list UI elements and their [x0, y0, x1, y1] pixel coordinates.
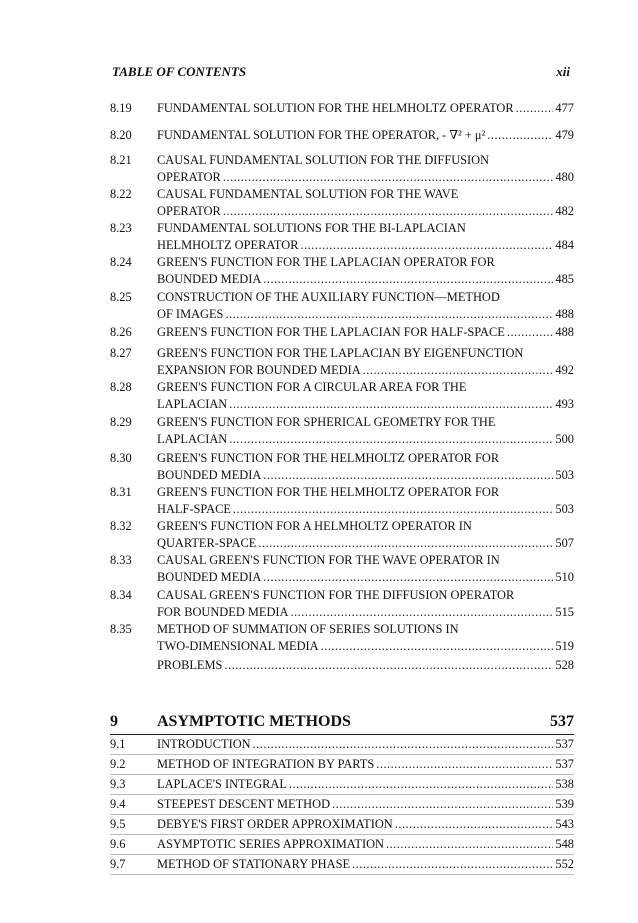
- section-number: 9.2: [110, 757, 126, 771]
- section-title: CAUSAL GREEN'S FUNCTION FOR THE DIFFUSION OPERATOR: [157, 588, 515, 602]
- section-number: 8.22: [110, 187, 132, 201]
- page-number: 515: [555, 604, 574, 619]
- entry-line: [157, 484, 574, 501]
- page-number: 480: [555, 169, 574, 184]
- entry-line: [157, 657, 574, 674]
- row-separator: [110, 814, 574, 815]
- section-title: CAUSAL FUNDAMENTAL SOLUTION FOR THE DIFFUSION: [157, 153, 490, 167]
- section-title: GREEN'S FUNCTION FOR THE LAPLACIAN OPERATOR FOR: [157, 255, 495, 269]
- section-entry-body: [157, 756, 574, 773]
- section-number: 8.33: [110, 553, 132, 567]
- row-separator: [110, 754, 574, 755]
- entry-line: [157, 254, 574, 271]
- section-title: FOR BOUNDED MEDIA: [157, 604, 289, 619]
- section-title: CONSTRUCTION OF THE AUXILIARY FUNCTION—METHOD: [157, 290, 500, 304]
- section-number: 9.1: [110, 737, 126, 751]
- section-entry-body: [157, 657, 574, 674]
- section-title: LAPLACE'S INTEGRAL: [157, 777, 287, 791]
- page-number: 479: [555, 128, 574, 142]
- entry-line: [157, 289, 574, 306]
- section-title: GREEN'S FUNCTION FOR A CIRCULAR AREA FOR THE: [157, 380, 467, 394]
- page-number: 488: [555, 325, 574, 339]
- section-title: EXPANSION FOR BOUNDED MEDIA: [157, 362, 361, 377]
- entry-line: [157, 467, 574, 484]
- entry-line: [157, 501, 574, 518]
- section-title: STEEPEST DESCENT METHOD: [157, 797, 331, 811]
- section-entry-body: [157, 186, 574, 219]
- dot-leader: [253, 736, 554, 753]
- dot-leader: [229, 431, 553, 448]
- section-title: FUNDAMENTAL SOLUTION FOR THE HELMHOLTZ OPERATOR: [157, 101, 514, 115]
- page-number: 510: [555, 569, 574, 584]
- page-number: 548: [555, 837, 574, 851]
- section-title: GREEN'S FUNCTION FOR A HELMHOLTZ OPERATOR IN: [157, 519, 472, 533]
- entry-line: [157, 220, 574, 237]
- entry-line: [157, 836, 574, 853]
- section-title: DEBYE'S FIRST ORDER APPROXIMATION: [157, 817, 393, 831]
- section-entry-body: [157, 379, 574, 412]
- entry-line: [157, 414, 574, 431]
- section-title: HALF-SPACE: [157, 501, 231, 516]
- entry-line: [157, 776, 574, 793]
- row-separator: [110, 874, 574, 875]
- section-number: 8.25: [110, 290, 132, 304]
- section-entry-body: [157, 836, 574, 853]
- section-title: FUNDAMENTAL SOLUTION FOR THE OPERATOR, - ∇² + μ²: [157, 128, 486, 142]
- section-number: 8.24: [110, 255, 132, 269]
- row-separator: [110, 794, 574, 795]
- dot-leader: [352, 856, 553, 873]
- section-title: TWO-DIMENSIONAL MEDIA: [157, 638, 319, 653]
- page-number: 493: [555, 396, 574, 411]
- chapter-page: 537: [550, 713, 574, 730]
- section-number: 9.6: [110, 837, 126, 851]
- entry-line: [157, 362, 574, 379]
- running-header: [112, 64, 570, 84]
- section-entry-body: [157, 127, 574, 144]
- section-entry-body: [157, 450, 574, 483]
- section-entry-body: [157, 796, 574, 813]
- section-title: GREEN'S FUNCTION FOR SPHERICAL GEOMETRY FOR THE: [157, 415, 496, 429]
- section-title: ASYMPTOTIC SERIES APPROXIMATION: [157, 837, 384, 851]
- row-separator: [110, 854, 574, 855]
- section-entry-body: [157, 856, 574, 873]
- section-number: 8.35: [110, 622, 132, 636]
- dot-leader: [386, 836, 553, 853]
- section-title: BOUNDED MEDIA: [157, 569, 262, 584]
- section-number: 8.19: [110, 101, 132, 115]
- page-number: 538: [555, 777, 574, 791]
- dot-leader: [263, 569, 553, 586]
- section-entry-body: [157, 152, 574, 185]
- dot-leader: [376, 756, 553, 773]
- section-number: 8.27: [110, 346, 132, 360]
- entry-line: [157, 396, 574, 413]
- dot-leader: [229, 396, 553, 413]
- section-title: GREEN'S FUNCTION FOR THE HELMHOLTZ OPERATOR FOR: [157, 485, 500, 499]
- page-number: 528: [555, 658, 574, 672]
- dot-leader: [258, 535, 553, 552]
- dot-leader: [233, 501, 553, 518]
- entry-line: [157, 604, 574, 621]
- dot-leader: [290, 604, 553, 621]
- dot-leader: [321, 638, 554, 655]
- chapter-rule: [110, 734, 574, 735]
- section-title: BOUNDED MEDIA: [157, 271, 262, 286]
- section-number: 9.5: [110, 817, 126, 831]
- entry-line: [157, 152, 574, 169]
- entry-line: [157, 535, 574, 552]
- page-number: 519: [555, 638, 574, 653]
- entry-line: [157, 569, 574, 586]
- dot-leader: [516, 100, 554, 117]
- section-entry-body: [157, 324, 574, 341]
- dot-leader: [263, 271, 553, 288]
- section-title: FUNDAMENTAL SOLUTIONS FOR THE BI-LAPLACIAN: [157, 221, 466, 235]
- section-number: 8.29: [110, 415, 132, 429]
- section-entry-body: [157, 100, 574, 117]
- section-title: OPERATOR: [157, 169, 221, 184]
- section-entry-body: [157, 621, 574, 654]
- section-entry-body: [157, 220, 574, 253]
- entry-line: [157, 127, 574, 144]
- section-entry-body: [157, 776, 574, 793]
- section-number: 8.32: [110, 519, 132, 533]
- section-title: INTRODUCTION: [157, 737, 251, 751]
- chapter-heading: [110, 713, 574, 733]
- section-title: OPERATOR: [157, 203, 221, 218]
- entry-line: [157, 587, 574, 604]
- page-number: 537: [555, 757, 574, 771]
- entry-line: [157, 324, 574, 341]
- section-entry-body: [157, 414, 574, 447]
- dot-leader: [332, 796, 553, 813]
- entry-line: [157, 638, 574, 655]
- section-number: 8.23: [110, 221, 132, 235]
- dot-leader: [395, 816, 554, 833]
- dot-leader: [223, 203, 554, 220]
- dot-leader: [223, 169, 554, 186]
- header-title: TABLE OF CONTENTS: [112, 64, 247, 79]
- section-title: LAPLACIAN: [157, 396, 228, 411]
- entry-line: [157, 621, 574, 638]
- section-entry-body: [157, 254, 574, 287]
- section-number: 8.34: [110, 588, 132, 602]
- section-entry-body: [157, 552, 574, 585]
- page-number: 484: [555, 237, 574, 252]
- section-entry-body: [157, 484, 574, 517]
- dot-leader: [289, 776, 553, 793]
- page-number: 485: [555, 271, 574, 286]
- entry-line: [157, 345, 574, 362]
- page-number: 543: [555, 817, 574, 831]
- dot-leader: [225, 306, 553, 323]
- section-number: 8.20: [110, 128, 132, 142]
- entry-line: [157, 379, 574, 396]
- page-number: 507: [555, 535, 574, 550]
- section-entry-body: [157, 518, 574, 551]
- dot-leader: [363, 362, 554, 379]
- entry-line: [157, 856, 574, 873]
- entry-line: [157, 306, 574, 323]
- page-number: 503: [555, 467, 574, 482]
- section-title: CAUSAL FUNDAMENTAL SOLUTION FOR THE WAVE: [157, 187, 459, 201]
- page-number: 537: [555, 737, 574, 751]
- section-number: 9.7: [110, 857, 126, 871]
- page-number: 500: [555, 431, 574, 446]
- section-title: HELMHOLTZ OPERATOR: [157, 237, 299, 252]
- dot-leader: [300, 237, 553, 254]
- section-title: GREEN'S FUNCTION FOR THE LAPLACIAN BY EIGENFUNCTION: [157, 346, 524, 360]
- section-title: OF IMAGES: [157, 306, 224, 321]
- section-title: LAPLACIAN: [157, 431, 228, 446]
- entry-line: [157, 796, 574, 813]
- section-number: 9.3: [110, 777, 126, 791]
- section-title: GREEN'S FUNCTION FOR THE LAPLACIAN FOR HALF-SPACE: [157, 325, 505, 339]
- chapter-number: 9: [110, 713, 118, 730]
- section-title: METHOD OF STATIONARY PHASE: [157, 857, 351, 871]
- entry-line: [157, 100, 574, 117]
- page-number: 488: [555, 306, 574, 321]
- dot-leader: [507, 324, 554, 341]
- section-title: GREEN'S FUNCTION FOR THE HELMHOLTZ OPERATOR FOR: [157, 451, 500, 465]
- page-number: 539: [555, 797, 574, 811]
- entry-line: [157, 237, 574, 254]
- section-number: 8.28: [110, 380, 132, 394]
- row-separator: [110, 834, 574, 835]
- entry-line: [157, 450, 574, 467]
- section-title: METHOD OF SUMMATION OF SERIES SOLUTIONS IN: [157, 622, 459, 636]
- entry-line: [157, 431, 574, 448]
- page-number: 477: [555, 101, 574, 115]
- entry-line: [157, 816, 574, 833]
- entry-line: [157, 203, 574, 220]
- page-number: 492: [555, 362, 574, 377]
- header-page-number: xii: [556, 64, 570, 79]
- dot-leader: [263, 467, 553, 484]
- entry-line: [157, 518, 574, 535]
- section-entry-body: [157, 289, 574, 322]
- section-title: PROBLEMS: [157, 658, 223, 672]
- section-title: CAUSAL GREEN'S FUNCTION FOR THE WAVE OPERATOR IN: [157, 553, 500, 567]
- section-entry-body: [157, 816, 574, 833]
- section-title: BOUNDED MEDIA: [157, 467, 262, 482]
- section-number: 8.31: [110, 485, 132, 499]
- entry-line: [157, 271, 574, 288]
- section-number: 8.30: [110, 451, 132, 465]
- row-separator: [110, 774, 574, 775]
- entry-line: [157, 756, 574, 773]
- page-number: 503: [555, 501, 574, 516]
- section-entry-body: [157, 736, 574, 753]
- entry-line: [157, 736, 574, 753]
- section-entry-body: [157, 587, 574, 620]
- chapter-title: ASYMPTOTIC METHODS: [157, 713, 351, 730]
- page-number: 482: [555, 203, 574, 218]
- section-entry-body: [157, 345, 574, 378]
- entry-line: [157, 169, 574, 186]
- section-title: QUARTER-SPACE: [157, 535, 257, 550]
- section-title: METHOD OF INTEGRATION BY PARTS: [157, 757, 375, 771]
- section-number: 8.26: [110, 325, 132, 339]
- entry-line: [157, 186, 574, 203]
- page-number: 552: [555, 857, 574, 871]
- entry-line: [157, 552, 574, 569]
- dot-leader: [224, 657, 553, 674]
- section-number: 9.4: [110, 797, 126, 811]
- dot-leader: [487, 127, 553, 144]
- section-number: 8.21: [110, 153, 132, 167]
